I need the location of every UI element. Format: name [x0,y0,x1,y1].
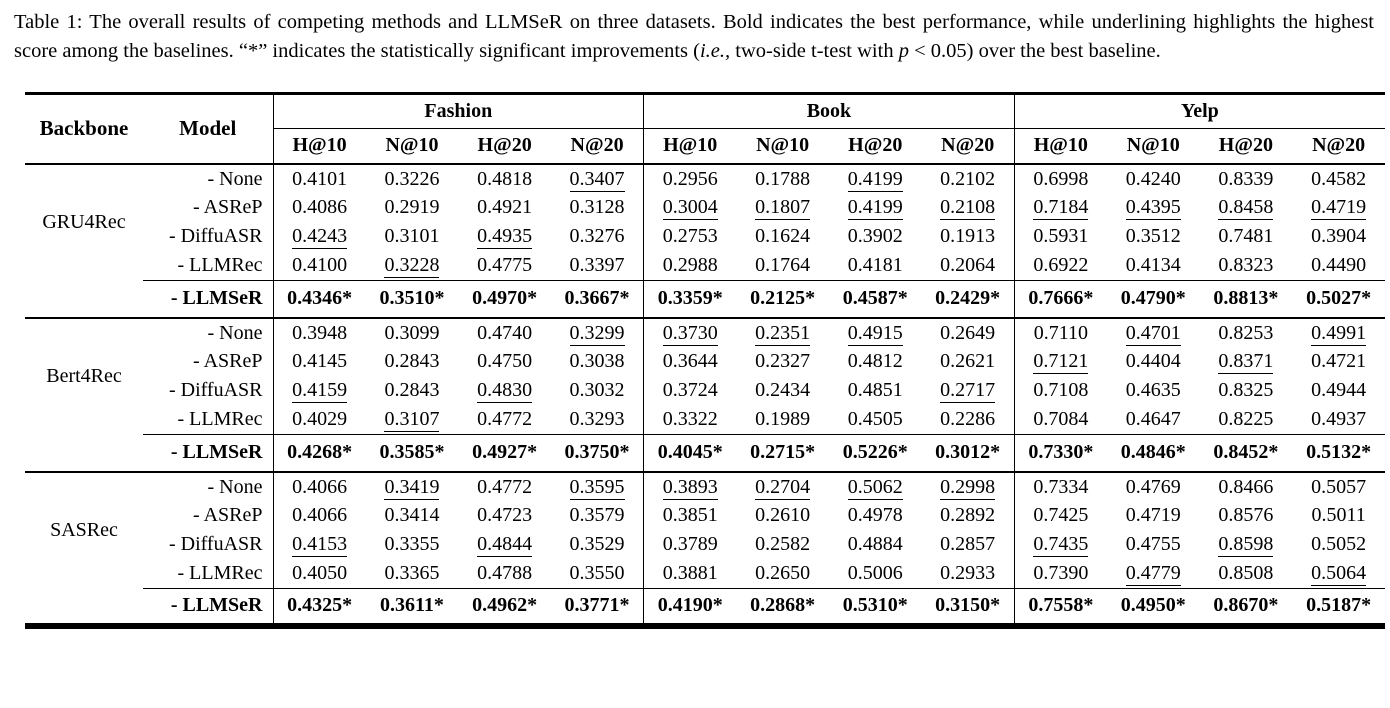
metric-value: 0.4066 [292,504,348,527]
metric-value [1200,347,1293,376]
metric-value: 0.2649 [922,318,1015,347]
underlined-best-baseline-value: 0.2351 [755,321,811,344]
caption-segment: Table 1: The overall results of competing methods and LLMSeR on three datasets. Bold indicates the best performance, while underlining highlights the highest score among the baselines. “*” indicates the statistically significant improvements ( [14,11,1374,63]
metric-value: 0.4812 [847,350,903,373]
baseline-row [25,472,1385,501]
metric-value [458,376,551,405]
metric-value: 0.3099 [384,321,440,344]
model-label: - DiffuASR [143,222,273,251]
underlined-best-baseline-value: 0.4159 [292,379,348,402]
metric-value-llmser: 0.7558* [1014,588,1107,626]
results-table [25,92,1385,630]
underlined-best-baseline-value: 0.4719 [1311,196,1367,219]
metric-value [273,222,366,251]
metric-value: 0.7084 [1033,407,1089,430]
metric-value: 0.5057 [1311,475,1367,498]
baseline-row [25,222,1385,251]
col-header-model: Model [143,93,273,164]
metric-value: 0.4490 [1311,253,1367,276]
metric-value: 0.4755 [1125,533,1181,556]
metric-value: 0.3414 [384,504,440,527]
metric-value [829,164,922,193]
metric-value: 0.4978 [847,504,903,527]
metric-value: 0.2582 [755,533,811,556]
metric-header: N@20 [551,128,644,164]
underlined-best-baseline-value: 0.3228 [384,253,440,276]
metric-value: 0.7110 [1033,321,1088,344]
metric-value-llmser: 0.5310* [829,588,922,626]
metric-value: 0.4647 [1125,407,1181,430]
metric-value: 0.4921 [477,196,533,219]
metric-value: 0.4086 [292,196,348,219]
baseline-row [25,251,1385,280]
metric-value: 0.3529 [551,530,644,559]
underlined-best-baseline-value: 0.3730 [662,321,718,344]
metric-value-llmser: 0.2125* [736,280,829,318]
metric-value: 0.8225 [1218,407,1274,430]
model-label: - None [143,164,273,193]
underlined-best-baseline-value: 0.4199 [847,167,903,190]
model-label-llmser: - LLMSeR [143,280,273,318]
metric-value [829,472,922,501]
metric-header: H@10 [273,128,366,164]
underlined-best-baseline-value: 0.4915 [847,321,903,344]
underlined-best-baseline-value: 0.4199 [847,196,903,219]
underlined-best-baseline-value: 0.4830 [477,379,533,402]
metric-value [1200,530,1293,559]
metric-value: 0.4240 [1125,167,1181,190]
metric-value-llmser: 0.8813* [1200,280,1293,318]
metric-value [1107,193,1200,222]
metric-value: 0.1989 [755,407,811,430]
metric-value: 0.3365 [384,561,440,584]
model-label: - ASReP [143,193,273,222]
metric-value [1107,318,1200,347]
metric-value: 0.8466 [1218,475,1274,498]
col-header-backbone: Backbone [25,93,143,164]
metric-value: 0.8323 [1218,253,1274,276]
underlined-best-baseline-value: 0.8371 [1218,350,1274,373]
metric-value [1014,530,1107,559]
metric-value: 0.4750 [477,350,533,373]
metric-value: 0.7334 [1033,475,1089,498]
metric-value: 0.4635 [1125,379,1181,402]
metric-value-llmser: 0.2868* [736,588,829,626]
metric-value: 0.2857 [922,530,1015,559]
metric-header: H@10 [1014,128,1107,164]
metric-value: 0.3579 [551,501,644,530]
metric-value: 0.5931 [1033,225,1089,248]
metric-value: 0.4066 [292,475,348,498]
metric-value: 0.3293 [551,405,644,434]
metric-value: 0.4772 [477,407,533,430]
metric-value-llmser: 0.3510* [366,280,459,318]
llmser-row [25,434,1385,472]
metric-value-llmser: 0.5187* [1292,588,1385,626]
metric-value: 0.4772 [477,475,533,498]
metric-value [736,318,829,347]
metric-value: 0.4775 [477,253,533,276]
metric-value: 0.2650 [755,561,811,584]
metric-value: 0.4937 [1311,407,1367,430]
metric-value: 0.4944 [1311,379,1367,402]
metric-value: 0.4721 [1311,350,1367,373]
underlined-best-baseline-value: 0.2998 [940,475,996,498]
metric-value-llmser: 0.4846* [1107,434,1200,472]
metric-value-llmser: 0.4950* [1107,588,1200,626]
metric-value: 0.4769 [1125,475,1181,498]
metric-value [458,530,551,559]
backbone-empty-cell [25,588,143,626]
metric-value [551,318,644,347]
metric-value: 0.3128 [551,193,644,222]
underlined-best-baseline-value: 0.3299 [569,321,625,344]
metric-value-llmser: 0.5132* [1292,434,1385,472]
underlined-best-baseline-value: 0.7121 [1033,350,1089,373]
metric-value-llmser: 0.5226* [829,434,922,472]
underlined-best-baseline-value: 0.2108 [940,196,996,219]
model-label-llmser: - LLMSeR [143,588,273,626]
metric-value: 0.1913 [922,222,1015,251]
metric-value [1014,193,1107,222]
metric-value: 0.3789 [662,533,718,556]
metric-value [366,405,459,434]
metric-value: 0.4851 [847,379,903,402]
metric-value: 0.4134 [1125,253,1181,276]
metric-value [1107,559,1200,588]
underlined-best-baseline-value: 0.8458 [1218,196,1274,219]
metric-value: 0.4100 [292,253,348,276]
underlined-best-baseline-value: 0.4701 [1125,321,1181,344]
metric-value [366,251,459,280]
llmser-row [25,280,1385,318]
underlined-best-baseline-value: 0.4779 [1125,561,1181,584]
metric-value [644,193,737,222]
metric-value: 0.4740 [477,321,533,344]
backbone-label: Bert4Rec [46,365,122,388]
metric-value [1014,347,1107,376]
model-label: - LLMRec [143,251,273,280]
llmser-row [25,588,1385,626]
metric-value [1292,318,1385,347]
backbone-label: GRU4Rec [42,211,126,234]
metric-value [922,193,1015,222]
model-label: - DiffuASR [143,376,273,405]
underlined-best-baseline-value: 0.5064 [1311,561,1367,584]
metric-value: 0.4404 [1125,350,1181,373]
baseline-row [25,347,1385,376]
table-caption [14,8,1374,67]
metric-value-llmser: 0.4790* [1107,280,1200,318]
underlined-best-baseline-value: 0.3419 [384,475,440,498]
metric-value [736,193,829,222]
metric-value-llmser: 0.4045* [644,434,737,472]
metric-value: 0.3904 [1311,225,1367,248]
metric-value: 0.2753 [662,225,718,248]
underlined-best-baseline-value: 0.3407 [569,167,625,190]
backbone-label: SASRec [50,519,118,542]
metric-value: 0.3881 [662,561,718,584]
metric-header: H@20 [1200,128,1293,164]
metric-value [829,318,922,347]
underlined-best-baseline-value: 0.5062 [847,475,903,498]
metric-value [1200,193,1293,222]
metric-value [458,222,551,251]
metric-value: 0.3038 [551,347,644,376]
underlined-best-baseline-value: 0.7435 [1033,533,1089,556]
metric-value-llmser: 0.3012* [922,434,1015,472]
underlined-best-baseline-value: 0.3004 [662,196,718,219]
metric-value: 0.4050 [292,561,348,584]
backbone-empty-cell [25,280,143,318]
underlined-best-baseline-value: 0.3893 [662,475,718,498]
metric-value: 0.3355 [384,533,440,556]
model-label: - ASReP [143,347,273,376]
baseline-row [25,530,1385,559]
metric-value: 0.5052 [1311,533,1367,556]
underlined-best-baseline-value: 0.4991 [1311,321,1367,344]
metric-value: 0.3032 [551,376,644,405]
metric-value [644,472,737,501]
model-label: - ASReP [143,501,273,530]
metric-value: 0.2933 [922,559,1015,588]
caption-segment: < 0.05) over the best baseline. [908,40,1161,63]
metric-value: 0.7425 [1033,504,1089,527]
metric-value-llmser: 0.3359* [644,280,737,318]
model-label: - None [143,472,273,501]
metric-value-llmser: 0.3667* [551,280,644,318]
baseline-row [25,193,1385,222]
metric-value: 0.2064 [922,251,1015,280]
metric-value [1292,193,1385,222]
baseline-row [25,559,1385,588]
metric-value: 0.2102 [922,164,1015,193]
metric-header: N@10 [1107,128,1200,164]
metric-value-llmser: 0.7330* [1014,434,1107,472]
caption-italic-segment: p [898,40,909,63]
metric-value: 0.1764 [755,253,811,276]
metric-value [644,318,737,347]
backbone-empty-cell [25,434,143,472]
table-header [25,93,1385,164]
metric-header: H@10 [644,128,737,164]
metric-value: 0.2434 [755,379,811,402]
metric-value: 0.3902 [847,225,903,248]
metric-value: 0.6998 [1033,167,1089,190]
underlined-best-baseline-value: 0.4395 [1125,196,1181,219]
metric-value: 0.1788 [755,167,811,190]
underlined-best-baseline-value: 0.4153 [292,533,348,556]
underlined-best-baseline-value: 0.2704 [755,475,811,498]
table-body [25,164,1385,626]
metric-value-llmser: 0.3150* [922,588,1015,626]
metric-value: 0.4884 [847,533,903,556]
baseline-row [25,164,1385,193]
metric-value: 0.3851 [662,504,718,527]
metric-value-llmser: 0.4346* [273,280,366,318]
underlined-best-baseline-value: 0.3595 [569,475,625,498]
metric-header: N@10 [366,128,459,164]
metric-value-llmser: 0.4962* [458,588,551,626]
metric-value [922,376,1015,405]
metric-value-llmser: 0.3750* [551,434,644,472]
metric-value: 0.2892 [922,501,1015,530]
metric-value: 0.5011 [1311,504,1366,527]
metric-value [273,376,366,405]
metric-value-llmser: 0.4587* [829,280,922,318]
metric-value-llmser: 0.4268* [273,434,366,472]
metric-value: 0.3948 [292,321,348,344]
metric-value: 0.4145 [292,350,348,373]
metric-value: 0.3101 [384,225,440,248]
metric-value: 0.3322 [662,407,718,430]
metric-header: N@10 [736,128,829,164]
model-label: - LLMRec [143,559,273,588]
metric-value: 0.4181 [847,253,903,276]
metric-value: 0.3644 [662,350,718,373]
metric-value: 0.8339 [1218,167,1274,190]
underlined-best-baseline-value: 0.7184 [1033,196,1089,219]
metric-value-llmser: 0.3611* [366,588,459,626]
metric-value: 0.3512 [1125,225,1181,248]
metric-value: 0.2919 [384,196,440,219]
underlined-best-baseline-value: 0.3107 [384,407,440,430]
group-header-row [25,93,1385,128]
underlined-best-baseline-value: 0.8598 [1218,533,1274,556]
group-header-book: Book [644,93,1015,128]
baseline-row [25,405,1385,434]
metric-value: 0.4101 [292,167,348,190]
metric-value: 0.2621 [922,347,1015,376]
group-header-yelp: Yelp [1014,93,1385,128]
model-label: - DiffuASR [143,530,273,559]
underlined-best-baseline-value: 0.4243 [292,225,348,248]
metric-value: 0.4723 [477,504,533,527]
model-label-llmser: - LLMSeR [143,434,273,472]
metric-value-llmser: 0.2715* [736,434,829,472]
metric-value: 0.2956 [662,167,718,190]
metric-value: 0.7108 [1033,379,1089,402]
metric-value: 0.2286 [922,405,1015,434]
metric-value-llmser: 0.7666* [1014,280,1107,318]
metric-value-llmser: 0.5027* [1292,280,1385,318]
metric-header: N@20 [922,128,1015,164]
metric-value [273,530,366,559]
metric-value [736,472,829,501]
metric-value: 0.2843 [384,379,440,402]
metric-value [1292,559,1385,588]
metric-header: H@20 [829,128,922,164]
metric-value-llmser: 0.8452* [1200,434,1293,472]
caption-segment: two-side t-test with [730,40,899,63]
caption-italic-segment: i.e., [699,40,731,63]
metric-value-llmser: 0.4325* [273,588,366,626]
metric-value: 0.8508 [1218,561,1274,584]
metric-value: 0.6922 [1033,253,1089,276]
metric-value: 0.2843 [384,350,440,373]
metric-value [551,472,644,501]
metric-value: 0.4029 [292,407,348,430]
metric-value: 0.4505 [847,407,903,430]
underlined-best-baseline-value: 0.2717 [940,379,996,402]
underlined-best-baseline-value: 0.4844 [477,533,533,556]
metric-value-llmser: 0.2429* [922,280,1015,318]
metric-value: 0.2327 [755,350,811,373]
metric-value: 0.2988 [662,253,718,276]
metric-value: 0.3276 [551,222,644,251]
metric-value-llmser: 0.3771* [551,588,644,626]
metric-value-llmser: 0.8670* [1200,588,1293,626]
metric-value: 0.2610 [755,504,811,527]
model-label: - LLMRec [143,405,273,434]
metric-value: 0.8576 [1218,504,1274,527]
metric-header: H@20 [458,128,551,164]
metric-header: N@20 [1292,128,1385,164]
metric-value: 0.4818 [477,167,533,190]
metric-value: 0.3724 [662,379,718,402]
metric-value: 0.8325 [1218,379,1274,402]
metric-value: 0.3397 [551,251,644,280]
metric-value: 0.7390 [1033,561,1089,584]
metric-value-llmser: 0.3585* [366,434,459,472]
underlined-best-baseline-value: 0.4935 [477,225,533,248]
metric-value: 0.8253 [1218,321,1274,344]
metric-value-llmser: 0.4970* [458,280,551,318]
metric-value: 0.4719 [1125,504,1181,527]
metric-value: 0.7481 [1218,225,1274,248]
metric-value: 0.1624 [755,225,811,248]
metric-value: 0.5006 [847,561,903,584]
metric-value-llmser: 0.4190* [644,588,737,626]
baseline-row [25,376,1385,405]
baseline-row [25,318,1385,347]
underlined-best-baseline-value: 0.1807 [755,196,811,219]
baseline-row [25,501,1385,530]
group-header-fashion: Fashion [273,93,644,128]
metric-value [551,164,644,193]
metric-value: 0.4582 [1311,167,1367,190]
metric-value: 0.3550 [551,559,644,588]
model-label: - None [143,318,273,347]
metric-value: 0.3226 [384,167,440,190]
metric-value-llmser: 0.4927* [458,434,551,472]
metric-value [366,472,459,501]
metric-value [829,193,922,222]
metric-value: 0.4788 [477,561,533,584]
metric-value [922,472,1015,501]
